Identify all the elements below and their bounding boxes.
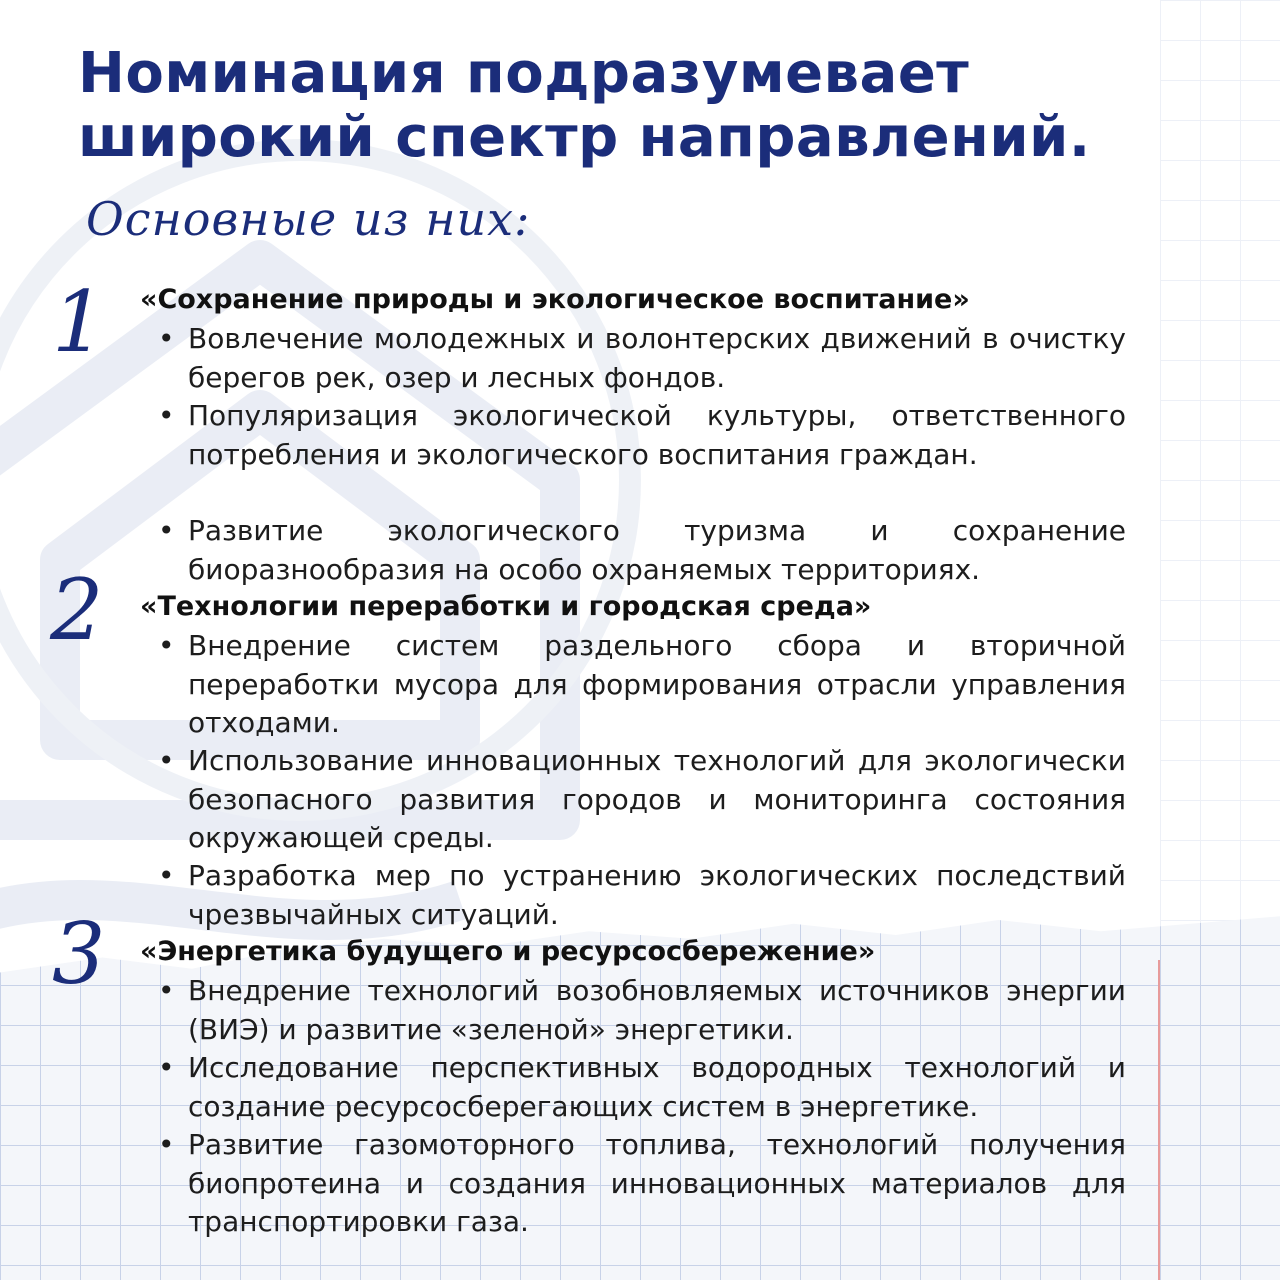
list-item [158,857,1126,934]
list-item [158,1049,1126,1126]
list-item [158,1126,1126,1242]
title-line-2: широкий спектр направлений. [78,105,1091,170]
bullet-text: Разработка мер по устранению экологических последствий чрезвычайных ситуаций. [188,859,1126,931]
bullet-icon: • [158,399,175,432]
list-item [158,320,1126,397]
bullet-icon: • [158,322,175,355]
subtitle-handwritten: Основные из них: [86,192,531,246]
list-item [158,742,1126,858]
bullet-icon: • [158,859,175,892]
bullet-text: Использование инновационных технологий для экологически безопасного развития городов и мониторинга состояния окружающей среды. [188,744,1126,854]
section-number-2: 2 [50,561,104,659]
list-item [158,972,1126,1049]
bullet-text: Популяризация экологической культуры, ответственного потребления и экологического воспитания граждан. [188,399,1126,471]
bullet-text: Исследование перспективных водородных технологий и создание ресурсосберегающих систем в энергетике. [188,1051,1126,1123]
bullet-icon: • [158,629,175,662]
section-heading-2: «Технологии переработки и городская среда» [140,591,872,622]
bullet-text: Развитие газомоторного топлива, технологий получения биопротеина и создания инновационных материалов для транспортировки газа. [188,1128,1126,1238]
title-line-1: Номинация подразумевает [78,41,970,106]
bullet-icon: • [158,1128,175,1161]
bullet-text: Развитие экологического туризма и сохранение биоразнообразия на особо охраняемых территориях. [188,514,1126,586]
notebook-margin-line [1158,960,1160,1280]
bullet-icon: • [158,974,175,1007]
section-number-1: 1 [52,273,106,371]
section-heading-1: «Сохранение природы и экологическое воспитание» [140,284,970,315]
list-item [158,627,1126,743]
bullet-icon: • [158,514,175,547]
page-title [78,42,1091,170]
section-heading-3: «Энергетика будущего и ресурсосбережение» [140,936,876,967]
bullet-text: Вовлечение молодежных и волонтерских движений в очистку берегов рек, озер и лесных фондов. [188,322,1126,394]
bullet-icon: • [158,1051,175,1084]
section-number-3: 3 [52,905,106,1003]
list-item [158,397,1126,474]
list-item [158,512,1126,589]
bullet-text: Внедрение систем раздельного сбора и вторичной переработки мусора для формирования отрасли управления отходами. [188,629,1126,739]
bullet-text: Внедрение технологий возобновляемых источников энергии (ВИЭ) и развитие «зеленой» энергетики. [188,974,1126,1046]
bullet-icon: • [158,744,175,777]
